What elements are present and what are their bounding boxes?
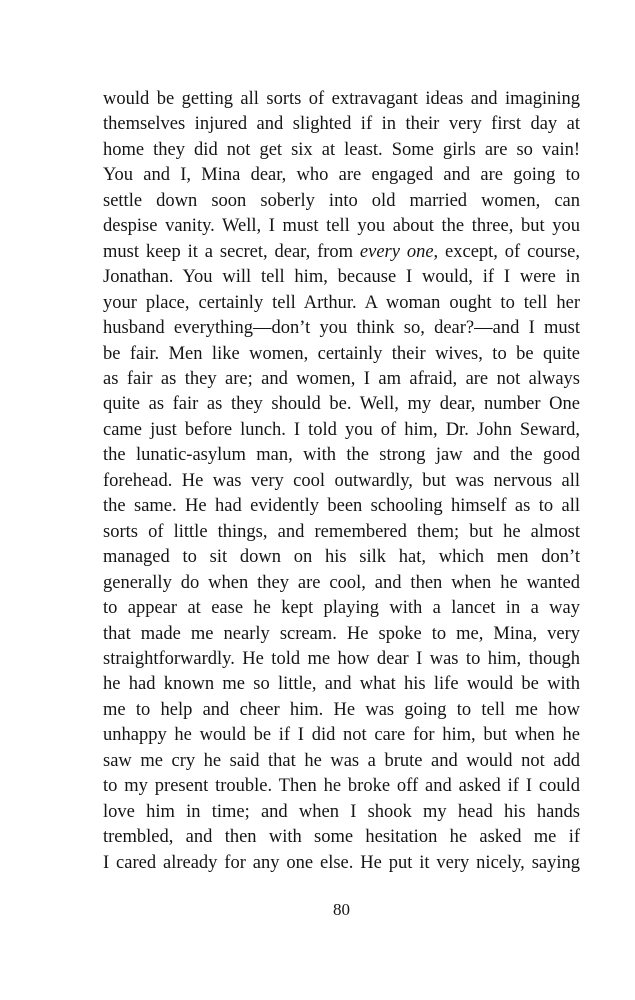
text-line: came just before lunch. I told you of him, Dr. John Seward,	[103, 419, 580, 440]
text-line: to appear at ease he kept playing with a lancet in a way	[103, 598, 580, 619]
text-line: generally do when they are cool, and then when he wanted	[103, 572, 580, 593]
text-line: unhappy he would be if I did not care for him, but when he	[103, 725, 580, 746]
text-line: saw me cry he said that he was a brute and would not add	[103, 750, 580, 771]
text-line: I cared already for any one else. He put it very nicely, saying	[103, 852, 580, 873]
text-line: husband everything—don’t you think so, dear?—and I must	[103, 318, 580, 339]
text-line: love him in time; and when I shook my head his hands	[103, 801, 580, 822]
text-line: forehead. He was very cool outwardly, but was nervous all	[103, 470, 580, 491]
page-number: 80	[333, 900, 350, 919]
text-line: quite as fair as they should be. Well, my dear, number One	[103, 394, 580, 415]
text-line: themselves injured and slighted if in their very first day at	[103, 114, 580, 135]
text-line: the same. He had evidently been schooling himself as to all	[103, 496, 580, 517]
text-line: your place, certainly tell Arthur. A woman ought to tell her	[103, 292, 580, 313]
text-line: Jonathan. You will tell him, because I would, if I were in	[103, 267, 580, 288]
text-line: he had known me so little, and what his life would be with	[103, 674, 580, 695]
text-line: straightforwardly. He told me how dear I was to him, though	[103, 648, 580, 669]
text-line: sorts of little things, and remembered them; but he almost	[103, 521, 580, 542]
page-text	[103, 87, 580, 876]
text-line: as fair as they are; and women, I am afraid, are not always	[103, 368, 580, 389]
text-line: must keep it a secret, dear, from every one, except, of course,	[103, 241, 580, 262]
text-line: the lunatic-asylum man, with the strong jaw and the good	[103, 445, 580, 466]
text-line: that made me nearly scream. He spoke to me, Mina, very	[103, 623, 580, 644]
text-line: despise vanity. Well, I must tell you about the three, but you	[103, 216, 580, 237]
text-line: would be getting all sorts of extravagant ideas and imagining	[103, 89, 580, 109]
text-line: be fair. Men like women, certainly their wives, to be quite	[103, 343, 580, 364]
text-line: home they did not get six at least. Some girls are so vain!	[103, 139, 580, 160]
text-line: You and I, Mina dear, who are engaged and are going to	[103, 165, 580, 186]
text-line: trembled, and then with some hesitation he asked me if	[103, 827, 580, 848]
text-line: to my present trouble. Then he broke off and asked if I could	[103, 776, 580, 797]
text-line: me to help and cheer him. He was going to tell me how	[103, 699, 580, 720]
text-line: settle down soon soberly into old married women, can	[103, 190, 580, 211]
text-line: managed to sit down on his silk hat, which men don’t	[103, 547, 580, 568]
